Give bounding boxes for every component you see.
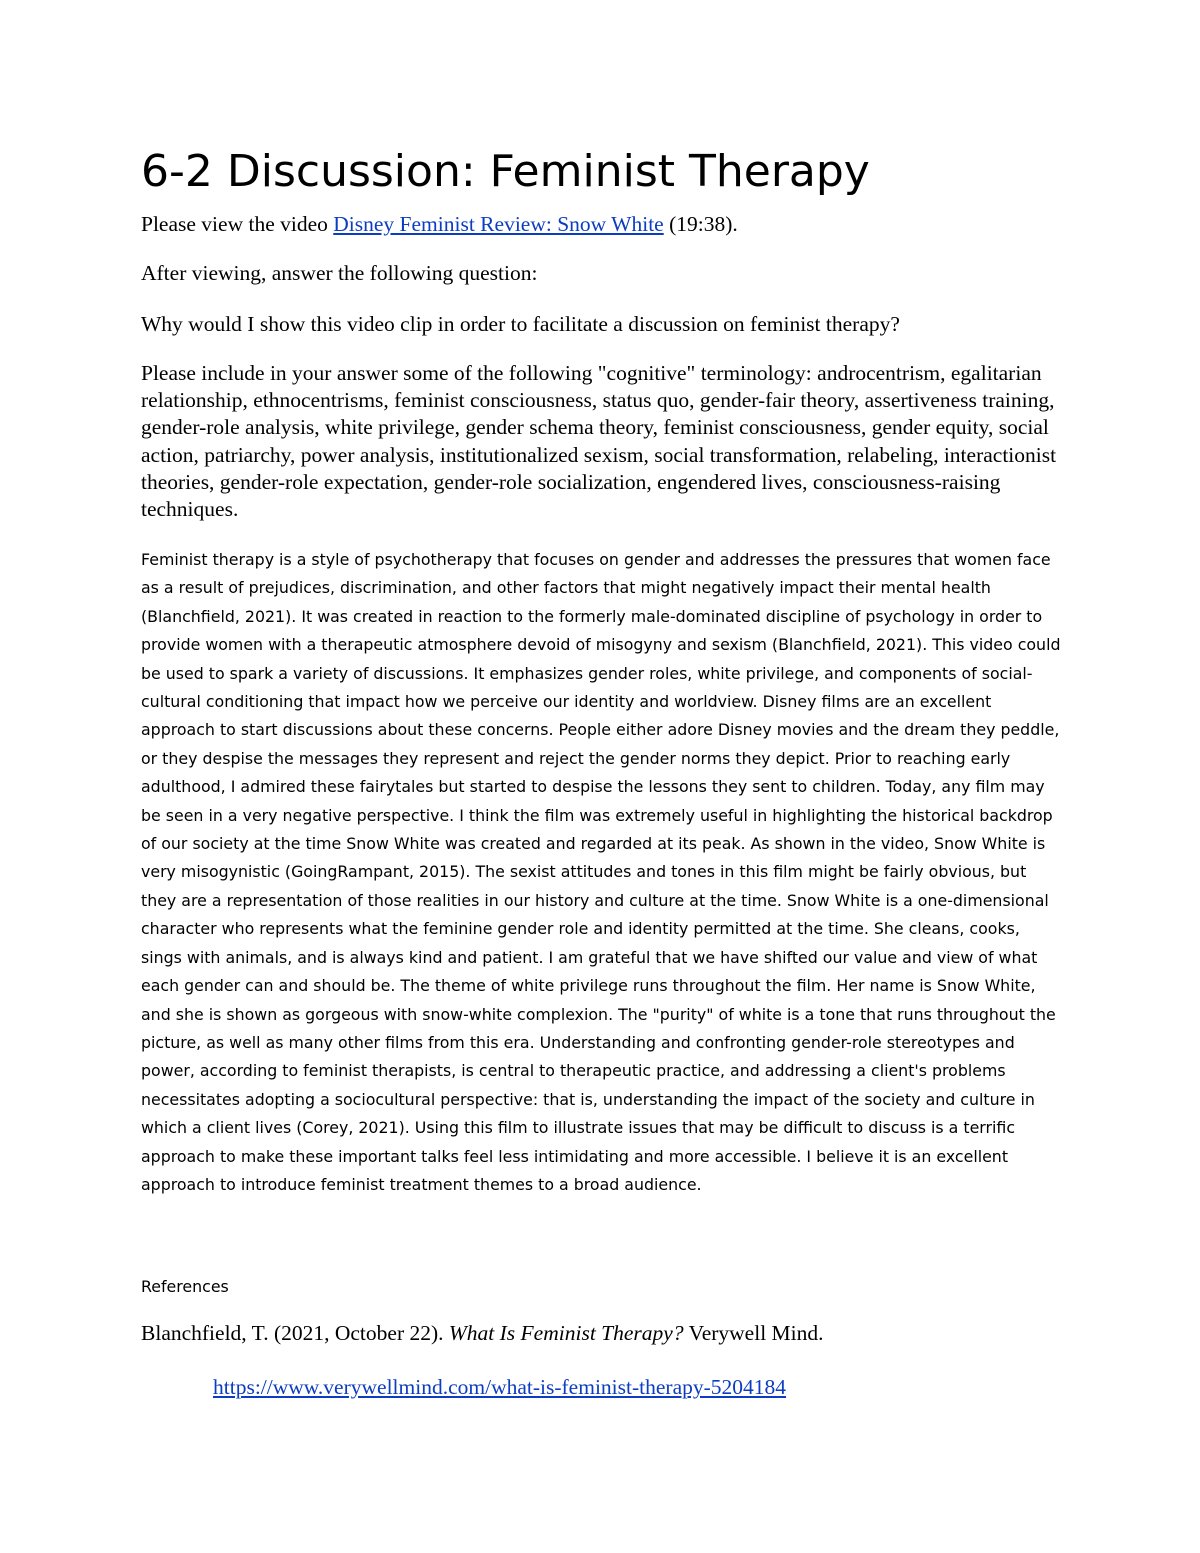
reference-citation <box>141 1318 824 1348</box>
response-paragraph: Feminist therapy is a style of psychotherapy that focuses on gender and addresses the pressures that women face as a result of prejudices, discrimination, and other factors that might negatively impact their mental health (Blanchfield, 2021). It was created in reaction to the formerly male-dominated discipline of psychology in order to provide women with a therapeutic atmosphere devoid of misogyny and sexism (Blanchfield, 2021). This video could be used to spark a variety of discussions. It emphasizes gender roles, white privilege, and components of social-cultural conditioning that impact how we perceive our identity and worldview. Disney films are an excellent approach to start discussions about these concerns. People either adore Disney movies and the dream they peddle, or they despise the messages they represent and reject the gender norms they depict. Prior to reaching early adulthood, I admired these fairytales but started to despise the lessons they sent to children. Today, any film may be seen in a very negative perspective. I think the film was extremely useful in highlighting the historical backdrop of our society at the time Snow White was created and regarded at its peak. As shown in the video, Snow White is very misogynistic (GoingRampant, 2015). The sexist attitudes and tones in this film might be fairly obvious, but they are a representation of those realities in our history and culture at the time. Snow White is a one-dimensional character who represents what the feminine gender role and identity permitted at the time. She cleans, cooks, sings with animals, and is always kind and patient. I am grateful that we have shifted our value and view of what each gender can and should be. The theme of white privilege runs throughout the film. Her name is Snow White, and she is shown as gorgeous with snow-white complexion. The "purity" of white is a tone that runs throughout the picture, as well as many other films from this era. Understanding and confronting gender-role stereotypes and power, according to feminist therapists, is central to therapeutic practice, and addressing a client's problems necessitates adopting a sociocultural perspective: that is, understanding the impact of the society and culture in which a client lives (Corey, 2021). Using this film to illustrate issues that may be difficult to discuss is a terrific approach to make these important talks feel less intimidating and more accessible. I believe it is an excellent approach to introduce feminist treatment themes to a broad audience. <box>141 550 1061 1194</box>
terminology-paragraph: Please include in your answer some of the following "cognitive" terminology: androcentrism, egalitarian relationship, ethnocentrisms, feminist consciousness, status quo, gender-fair theory, assertiveness training, gender-role analysis, white privilege, gender schema theory, feminist consciousness, gender equity, social action, patriarchy, power analysis, institutionalized sexism, social transformation, relabeling, interactionist theories, gender-role expectation, gender-role socialization, engendered lives, consciousness-raising techniques. <box>141 361 1057 522</box>
citation-authors: Blanchfield, T. (2021, October 22). <box>141 1321 449 1345</box>
intro-suffix: (19:38). <box>663 212 738 236</box>
reference-url-link[interactable]: https://www.verywellmind.com/what-is-feminist-therapy-5204184 <box>213 1375 787 1399</box>
page-title: 6-2 Discussion: Feminist Therapy <box>141 146 870 197</box>
discussion-question: Why would I show this video clip in order to facilitate a discussion on feminist therapy? <box>141 312 900 336</box>
intro-paragraph <box>141 210 738 238</box>
video-link[interactable]: Disney Feminist Review: Snow White <box>333 212 664 236</box>
reference-url-line <box>213 1372 786 1402</box>
references-heading: References <box>141 1277 229 1296</box>
instruction-text: After viewing, answer the following question: <box>141 261 538 285</box>
intro-prefix: Please view the video <box>141 212 334 236</box>
citation-publisher: Verywell Mind. <box>683 1321 824 1345</box>
citation-title: What Is Feminist Therapy? <box>448 1321 684 1345</box>
